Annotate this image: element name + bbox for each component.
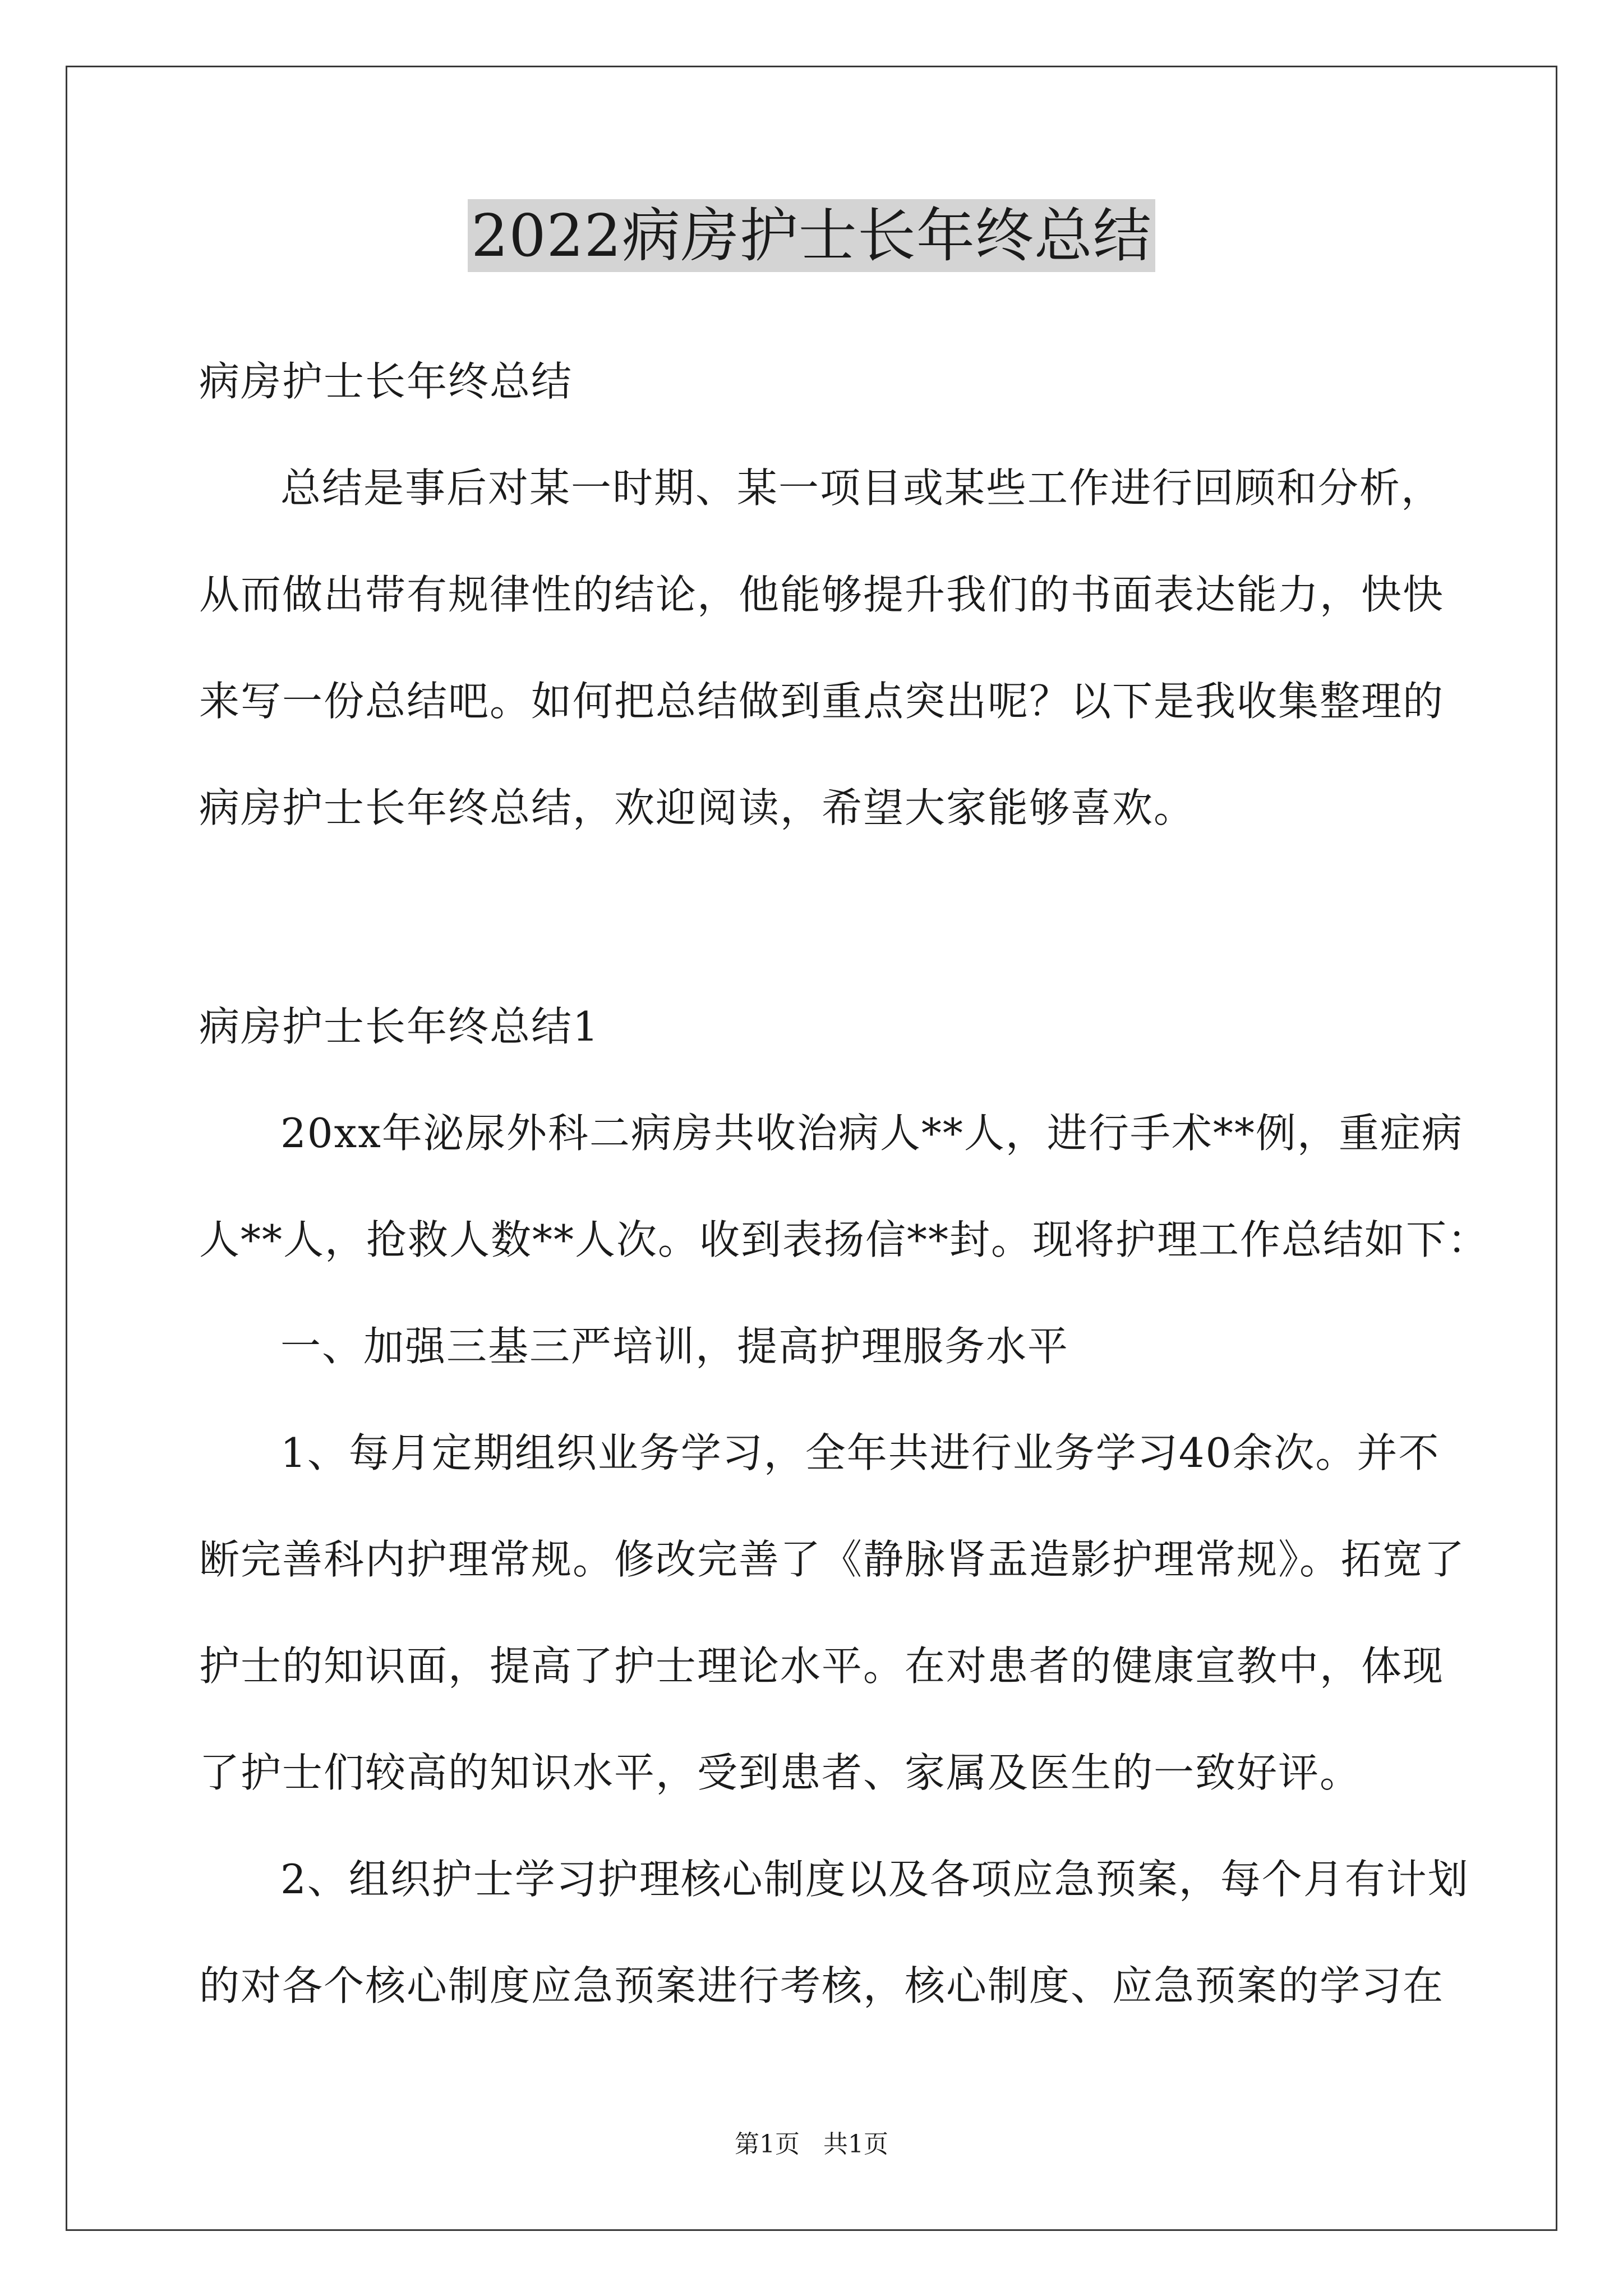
intro-line: 来写一份总结吧。如何把总结做到重点突出呢？以下是我收集整理的 [199,678,1445,725]
body-line: 2、组织护士学习护理核心制度以及各项应急预案，每个月有计划 [280,1856,1469,1903]
body-line: 护士的知识面，提高了护士理论水平。在对患者的健康宣教中，体现 [199,1642,1445,1690]
body-line: 20xx年泌尿外科二病房共收治病人**人，进行手术**例，重症病 [280,1110,1463,1157]
body-line: 断完善科内护理常规。修改完善了《静脉肾盂造影护理常规》。拓宽了 [199,1536,1466,1583]
body-line: 一、加强三基三严培训，提高护理服务水平 [280,1323,1069,1370]
intro-line: 病房护士长年终总结，欢迎阅读，希望大家能够喜欢。 [199,784,1196,831]
title-container [0,199,1623,272]
body-line: 人**人，抢救人数**人次。收到表扬信**封。现将护理工作总结如下： [199,1216,1490,1263]
page-number-footer: 第1页 共1页 [735,2130,888,2159]
body-line: 1、每月定期组织业务学习，全年共进行业务学习40余次。并不 [280,1429,1440,1476]
document-title: 2022病房护士长年终总结 [468,199,1155,272]
section-heading: 病房护士长年终总结1 [199,1003,600,1050]
intro-line: 总结是事后对某一时期、某一项目或某些工作进行回顾和分析， [280,464,1443,512]
intro-line: 从而做出带有规律性的结论，他能够提升我们的书面表达能力，快快 [199,571,1445,618]
body-line: 了护士们较高的知识水平，受到患者、家属及医生的一致好评。 [199,1749,1362,1796]
document-subtitle: 病房护士长年终总结 [199,358,573,405]
body-line: 的对各个核心制度应急预案进行考核，核心制度、应急预案的学习在 [199,1962,1445,2009]
